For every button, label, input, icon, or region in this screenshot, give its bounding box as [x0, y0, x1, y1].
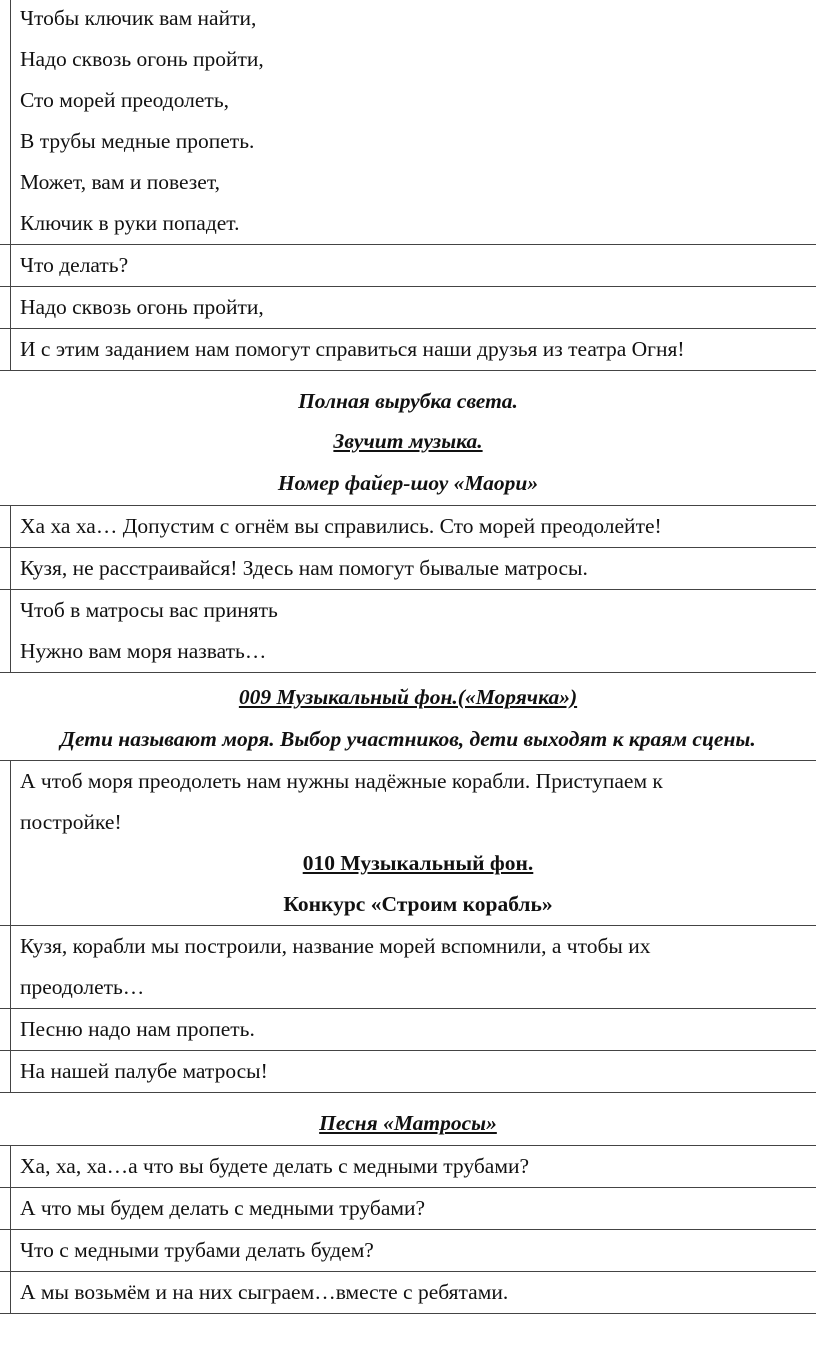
- table-cell: [11, 1272, 816, 1313]
- text-line: В трубы медные пропеть.: [20, 129, 255, 153]
- table-row: [0, 761, 816, 926]
- text-line: И с этим заданием нам помогут справиться наши друзья из театра Огня!: [20, 337, 685, 361]
- stage-direction: Полная вырубка света.: [298, 389, 518, 413]
- table-row: [0, 1009, 816, 1051]
- table-cell: [11, 0, 816, 244]
- table-row: [0, 506, 816, 548]
- text-line: Ха, ха, ха…а что вы будете делать с медными трубами?: [20, 1154, 529, 1178]
- table-row: [0, 245, 816, 287]
- text-line: преодолеть…: [20, 975, 145, 999]
- table-cell: [11, 590, 816, 672]
- table-row: [0, 1146, 816, 1188]
- table-row: [0, 1230, 816, 1272]
- text-line: А что мы будем делать с медными трубами?: [20, 1196, 426, 1220]
- text-line: Сто морей преодолеть,: [20, 88, 230, 112]
- text-line: Надо сквозь огонь пройти,: [20, 47, 264, 71]
- table-row: [0, 0, 816, 245]
- text-line: А чтоб моря преодолеть нам нужны надёжные корабли. Приступаем к: [20, 769, 663, 793]
- contest-title: Конкурс «Строим корабль»: [283, 892, 553, 916]
- text-line: Кузя, не расстраивайся! Здесь нам помогут бывалые матросы.: [20, 556, 588, 580]
- text-line: Ха ха ха… Допустим с огнём вы справились. Сто морей преодолейте!: [20, 514, 662, 538]
- table-cell: [11, 287, 816, 328]
- stage-direction: Номер файер-шоу «Маори»: [277, 471, 539, 495]
- table-cell: [11, 506, 816, 547]
- table-cell: [11, 245, 816, 286]
- script-table-1: [0, 0, 816, 371]
- script-table-2: [0, 505, 816, 673]
- table-row: [0, 1051, 816, 1093]
- text-line: постройке!: [20, 810, 122, 834]
- table-row: [0, 590, 816, 673]
- stage-direction: 009 Музыкальный фон.(«Морячка»): [238, 685, 578, 709]
- table-cell: [11, 1146, 816, 1187]
- text-line: Может, вам и повезет,: [20, 170, 220, 194]
- script-table-3: [0, 760, 816, 1093]
- stage-direction: Дети называют моря. Выбор участников, дети выходят к краям сцены.: [60, 727, 756, 751]
- text-line: А мы возьмём и на них сыграем…вместе с ребятами.: [20, 1280, 509, 1304]
- table-row: [0, 1188, 816, 1230]
- table-cell: [11, 1009, 816, 1050]
- stage-direction: Звучит музыка.: [333, 429, 483, 453]
- text-line: Ключик в руки попадет.: [20, 211, 240, 235]
- text-line: Чтобы ключик вам найти,: [20, 6, 257, 30]
- text-line: На нашей палубе матросы!: [20, 1059, 268, 1083]
- table-cell: [11, 1188, 816, 1229]
- table-cell: [11, 926, 816, 1008]
- text-line: Песню надо нам пропеть.: [20, 1017, 255, 1041]
- table-cell: [11, 548, 816, 589]
- script-table-4: [0, 1145, 816, 1314]
- table-row: [0, 329, 816, 371]
- table-row: [0, 287, 816, 329]
- song-title: Песня «Матросы»: [319, 1111, 497, 1135]
- music-cue: 010 Музыкальный фон.: [302, 851, 534, 875]
- table-cell: [11, 1051, 816, 1092]
- table-row: [0, 926, 816, 1009]
- text-line: Кузя, корабли мы построили, название морей вспомнили, а чтобы их: [20, 934, 651, 958]
- text-line: Что делать?: [20, 253, 129, 277]
- table-row: [0, 1272, 816, 1314]
- text-line: Что с медными трубами делать будем?: [20, 1238, 374, 1262]
- text-line: Чтоб в матросы вас принять: [20, 598, 278, 622]
- text-line: Нужно вам моря назвать…: [20, 639, 267, 663]
- table-cell: [11, 329, 816, 370]
- table-cell: [11, 761, 816, 925]
- table-cell: [11, 1230, 816, 1271]
- table-row: [0, 548, 816, 590]
- text-line: Надо сквозь огонь пройти,: [20, 295, 264, 319]
